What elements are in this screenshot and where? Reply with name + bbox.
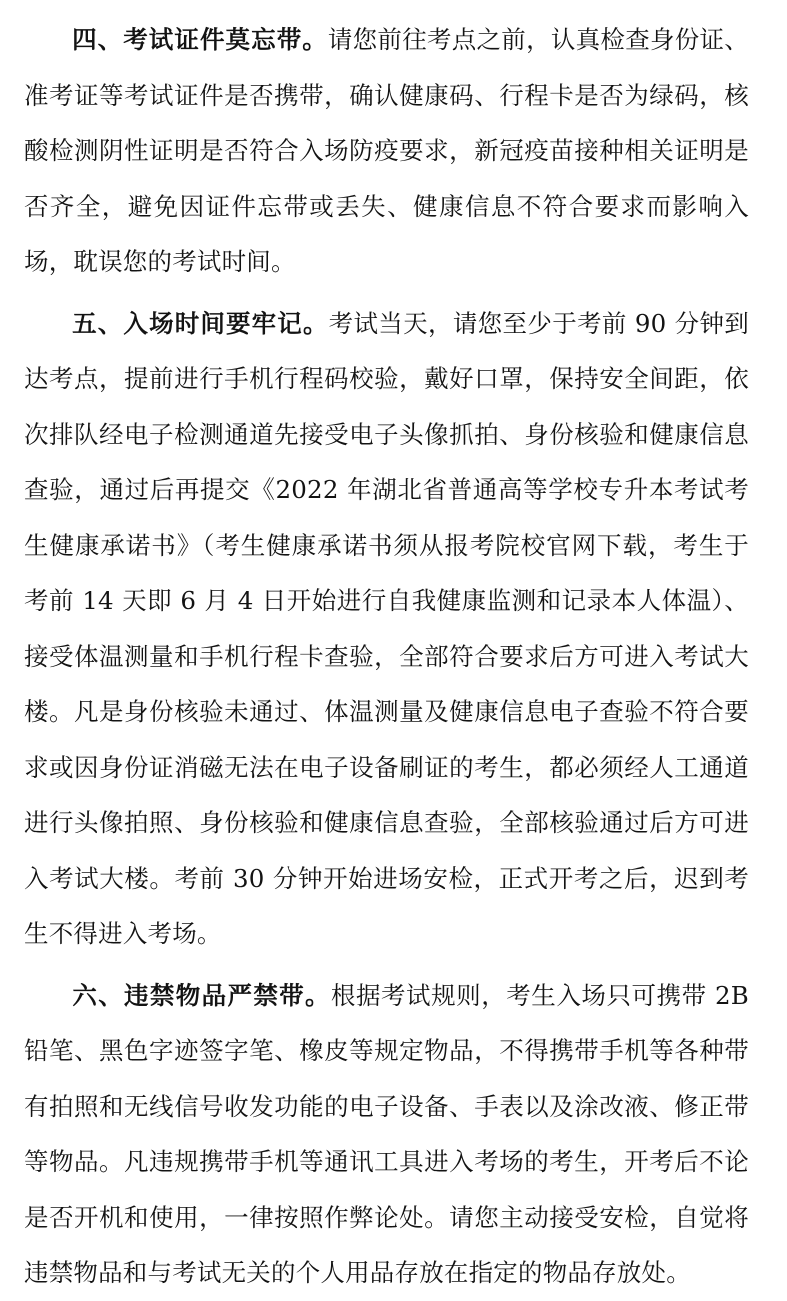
paragraph-section-6 bbox=[24, 968, 749, 1301]
paragraph-body: 请您前往考点之前，认真检查身份证、准考证等考试证件是否携带，确认健康码、行程卡是否为绿码，核酸检测阴性证明是否符合入场防疫要求，新冠疫苗接种相关证明是否齐全，避免因证件忘带或丢失、健康信息不符合要求而影响入场，耽误您的考试时间。 bbox=[24, 25, 749, 276]
paragraph-section-5 bbox=[24, 296, 749, 962]
paragraph-body: 考试当天，请您至少于考前 90 分钟到达考点，提前进行手机行程码校验，戴好口罩，保持安全间距，依次排队经电子检测通道先接受电子头像抓拍、身份核验和健康信息查验，通过后再提交《2022 年湖北省普通高等学校专升本考试考生健康承诺书》（考生健康承诺书须从报考院校官网下载，考生于考前 14 天即 6 月 4 日开始进行自我健康监测和记录本人体温）、接受体温测量和手机行程卡查验，全部符合要求后方可进入考试大楼。凡是身份核验未通过、体温测量及健康信息电子查验不符合要求或因身份证消磁无法在电子设备刷证的考生，都必须经人工通道进行头像拍照、身份核验和健康信息查验，全部核验通过后方可进入考试大楼。考前 30 分钟开始进场安检，正式开考之后，迟到考生不得进入考场。 bbox=[24, 308, 749, 948]
paragraph-body: 根据考试规则，考生入场只可携带 2B 铅笔、黑色字迹签字笔、橡皮等规定物品，不得携带手机等各种带有拍照和无线信号收发功能的电子设备、手表以及涂改液、修正带等物品。凡违规携带手机等通讯工具进入考场的考生，开考后不论是否开机和使用，一律按照作弊论处。请您主动接受安检，自觉将违禁物品和与考试无关的个人用品存放在指定的物品存放处。 bbox=[24, 980, 750, 1287]
paragraph-heading: 五、入场时间要牢记。 bbox=[72, 308, 329, 338]
paragraph-heading: 四、考试证件莫忘带。 bbox=[72, 25, 328, 54]
paragraph-section-4 bbox=[24, 12, 749, 290]
paragraph-heading: 六、违禁物品严禁带。 bbox=[72, 980, 331, 1010]
